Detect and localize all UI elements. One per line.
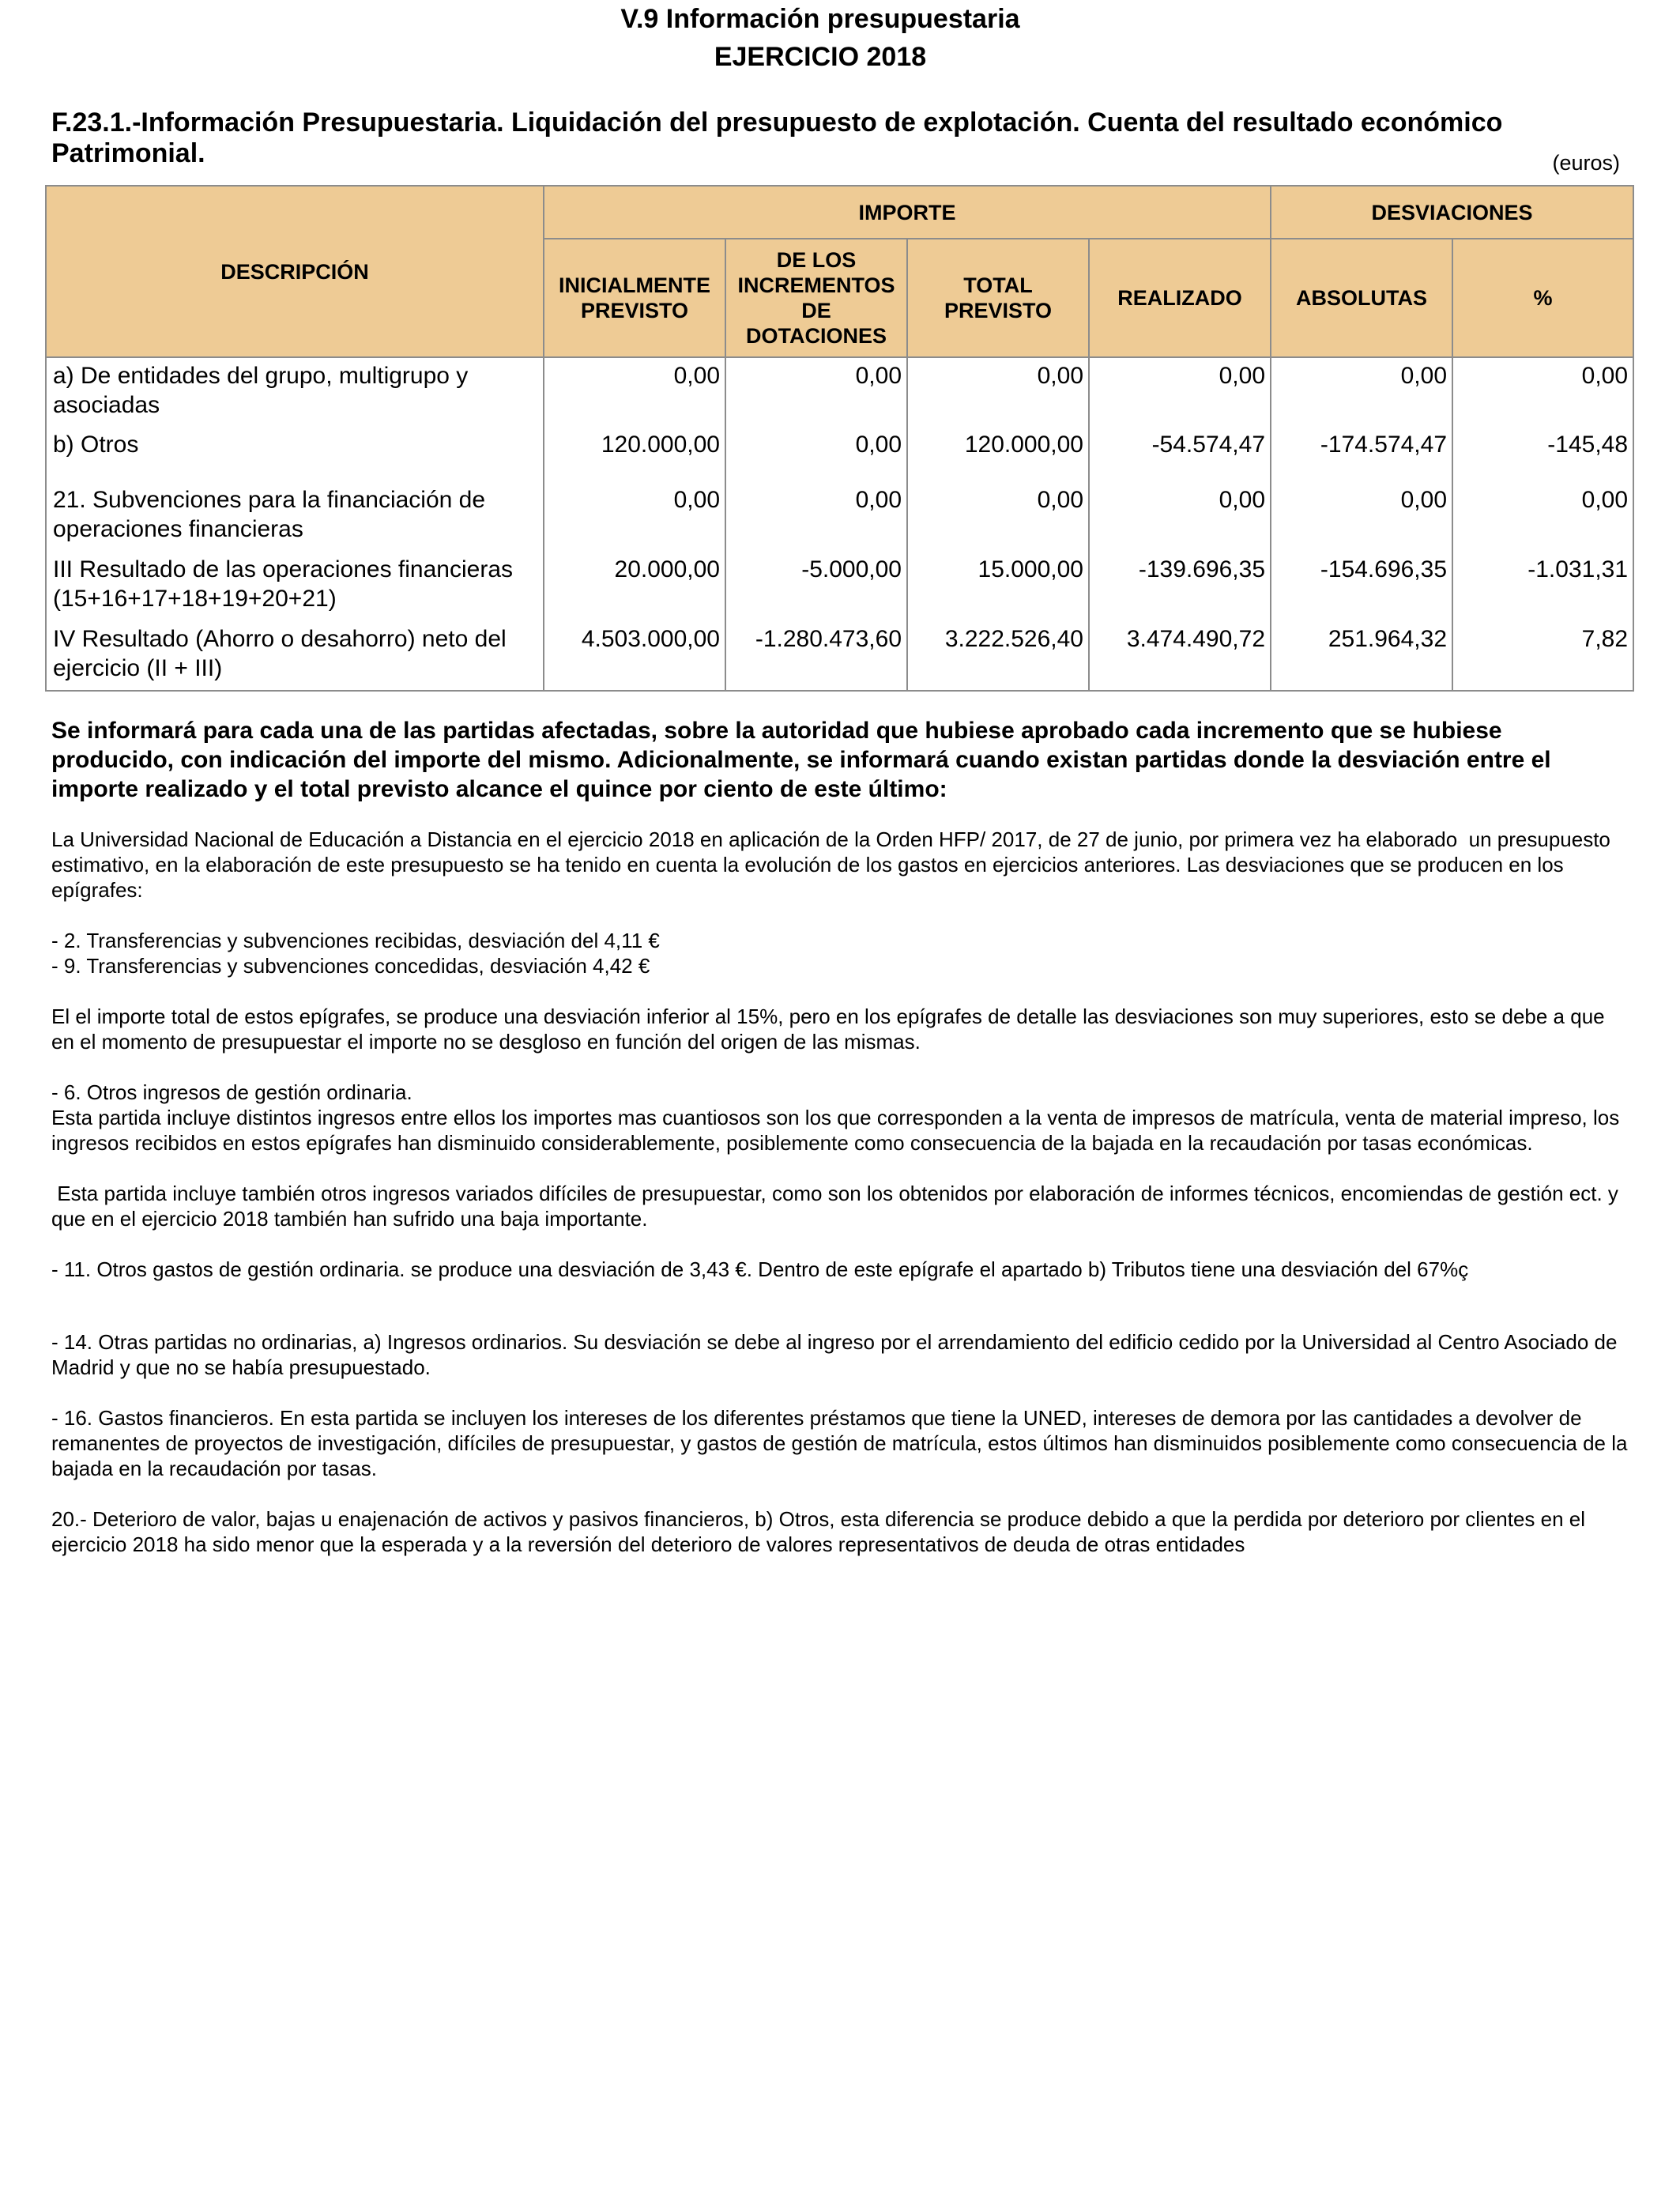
row-description: a) De entidades del grupo, multigrupo y asociadas xyxy=(46,357,544,427)
header-inicialmente-previsto: INICIALMENTE PREVISTO xyxy=(544,239,725,357)
header-realizado: REALIZADO xyxy=(1089,239,1271,357)
cell-incrementos: -1.280.473,60 xyxy=(725,621,907,691)
row-description: b) Otros xyxy=(46,427,544,482)
cell-realizado: 3.474.490,72 xyxy=(1089,621,1271,691)
cell-pct: 0,00 xyxy=(1452,357,1633,427)
units-label: (euros) xyxy=(1552,151,1620,175)
table-row xyxy=(46,552,1633,621)
cell-realizado: -54.574,47 xyxy=(1089,427,1271,482)
header-importe: IMPORTE xyxy=(544,186,1271,239)
cell-inicial: 20.000,00 xyxy=(544,552,725,621)
cell-inicial: 120.000,00 xyxy=(544,427,725,482)
page-subtitle: EJERCICIO 2018 xyxy=(714,42,927,72)
header-desviaciones: DESVIACIONES xyxy=(1271,186,1633,239)
header-pct: % xyxy=(1452,239,1633,357)
table-row xyxy=(46,482,1633,552)
table-row xyxy=(46,427,1633,482)
page-title: V.9 Información presupuestaria xyxy=(620,4,1020,34)
cell-absolutas: -154.696,35 xyxy=(1271,552,1452,621)
paragraph: - 2. Transferencias y subvenciones recibidas, desviación del 4,11 € - 9. Transferencias y subvenciones concedidas, desviación 4,42 € xyxy=(51,929,660,978)
table-row xyxy=(46,621,1633,691)
deviation-note: Se informará para cada una de las partidas afectadas, sobre la autoridad que hubiese aprobado cada incremento que se hubiese producido, con indicación del importe del mismo. Adicionalmente, se informará cuando existan partidas donde la desviación entre el importe realizado y el total previsto alcance el quince por ciento de este último: xyxy=(51,718,1551,802)
section-title: F.23.1.-Información Presupuestaria. Liquidación del presupuesto de explotación. Cuenta del resultado económico Patrimonial. xyxy=(51,107,1503,168)
table-row xyxy=(46,357,1633,427)
cell-inicial: 0,00 xyxy=(544,357,725,427)
cell-pct: 7,82 xyxy=(1452,621,1633,691)
paragraph: El el importe total de estos epígrafes, se produce una desviación inferior al 15%, pero en los epígrafes de detalle las desviaciones son muy superiores, esto se debe a que en el momento de presupuestar el importe no se desgloso en función del origen de las mismas. xyxy=(51,1005,1610,1054)
cell-incrementos: 0,00 xyxy=(725,357,907,427)
row-description: IV Resultado (Ahorro o desahorro) neto del ejercicio (II + III) xyxy=(46,621,544,691)
cell-incrementos: 0,00 xyxy=(725,427,907,482)
cell-total: 120.000,00 xyxy=(907,427,1089,482)
cell-inicial: 4.503.000,00 xyxy=(544,621,725,691)
cell-inicial: 0,00 xyxy=(544,482,725,552)
paragraph: Esta partida incluye también otros ingresos variados difíciles de presupuestar, como son los obtenidos por elaboración de informes técnicos, encomiendas de gestión ect. y que en el ejercicio 2018 también han sufrido una baja importante. xyxy=(51,1182,1625,1231)
cell-total: 3.222.526,40 xyxy=(907,621,1089,691)
cell-total: 15.000,00 xyxy=(907,552,1089,621)
row-description: III Resultado de las operaciones financieras (15+16+17+18+19+20+21) xyxy=(46,552,544,621)
header-incrementos: DE LOS INCREMENTOS DE DOTACIONES xyxy=(725,239,907,357)
cell-absolutas: 0,00 xyxy=(1271,357,1452,427)
header-absolutas: ABSOLUTAS xyxy=(1271,239,1452,357)
cell-total: 0,00 xyxy=(907,357,1089,427)
explanation-text xyxy=(51,827,1633,1557)
paragraph: - 11. Otros gastos de gestión ordinaria. se produce una desviación de 3,43 €. Dentro de este epígrafe el apartado b) Tributos tiene una desviación del 67%ç xyxy=(51,1257,1469,1281)
paragraph: - 14. Otras partidas no ordinarias, a) Ingresos ordinarios. Su desviación se debe al ingreso por el arrendamiento del edificio cedido por la Universidad al Centro Asociado de Madrid y que no se había presupuestado. xyxy=(51,1330,1623,1379)
header-descripcion: DESCRIPCIÓN xyxy=(46,186,544,357)
cell-incrementos: -5.000,00 xyxy=(725,552,907,621)
cell-absolutas: 0,00 xyxy=(1271,482,1452,552)
paragraph: - 6. Otros ingresos de gestión ordinaria. Esta partida incluye distintos ingresos entre ellos los importes mas cuantiosos son los que corresponden a la venta de impresos de matrícula, venta de material impreso, los ingresos recibidos en estos epígrafes han disminuido considerablemente, posiblemente como consecuencia de la bajada en la recaudación por tasas económicas. xyxy=(51,1080,1620,1155)
paragraph: La Universidad Nacional de Educación a Distancia en el ejercicio 2018 en aplicación de la Orden HFP/ 2017, de 27 de junio, por primera vez ha elaborado un presupuesto estimativo, en la elaboración de este presupuesto se ha tenido en cuenta la evolución de los gastos en ejercicios anteriores. Las desviaciones que se producen en los epígrafes: xyxy=(51,827,1617,902)
cell-absolutas: -174.574,47 xyxy=(1271,427,1452,482)
cell-pct: 0,00 xyxy=(1452,482,1633,552)
cell-realizado: -139.696,35 xyxy=(1089,552,1271,621)
cell-absolutas: 251.964,32 xyxy=(1271,621,1452,691)
cell-incrementos: 0,00 xyxy=(725,482,907,552)
cell-pct: -145,48 xyxy=(1452,427,1633,482)
row-description: 21. Subvenciones para la financiación de operaciones financieras xyxy=(46,482,544,552)
header-total-previsto: TOTAL PREVISTO xyxy=(907,239,1089,357)
paragraph: - 16. Gastos financieros. En esta partida se incluyen los intereses de los diferentes préstamos que tiene la UNED, intereses de demora por las cantidades a devolver de remanentes de proyectos de investigación, difíciles de presupuestar, y gastos de gestión de matrícula, estos últimos han disminuidos posiblemente como consecuencia de la bajada en la recaudación por tasas. xyxy=(51,1406,1633,1480)
budget-table xyxy=(45,185,1634,692)
cell-pct: -1.031,31 xyxy=(1452,552,1633,621)
cell-total: 0,00 xyxy=(907,482,1089,552)
cell-realizado: 0,00 xyxy=(1089,482,1271,552)
cell-realizado: 0,00 xyxy=(1089,357,1271,427)
paragraph: 20.- Deterioro de valor, bajas u enajenación de activos y pasivos financieros, b) Otros, esta diferencia se produce debido a que la perdida por deterioro por clientes en el ejercicio 2018 ha sido menor que la esperada y a la reversión del deterioro de valores representativos de deuda de otras entidades xyxy=(51,1507,1591,1556)
